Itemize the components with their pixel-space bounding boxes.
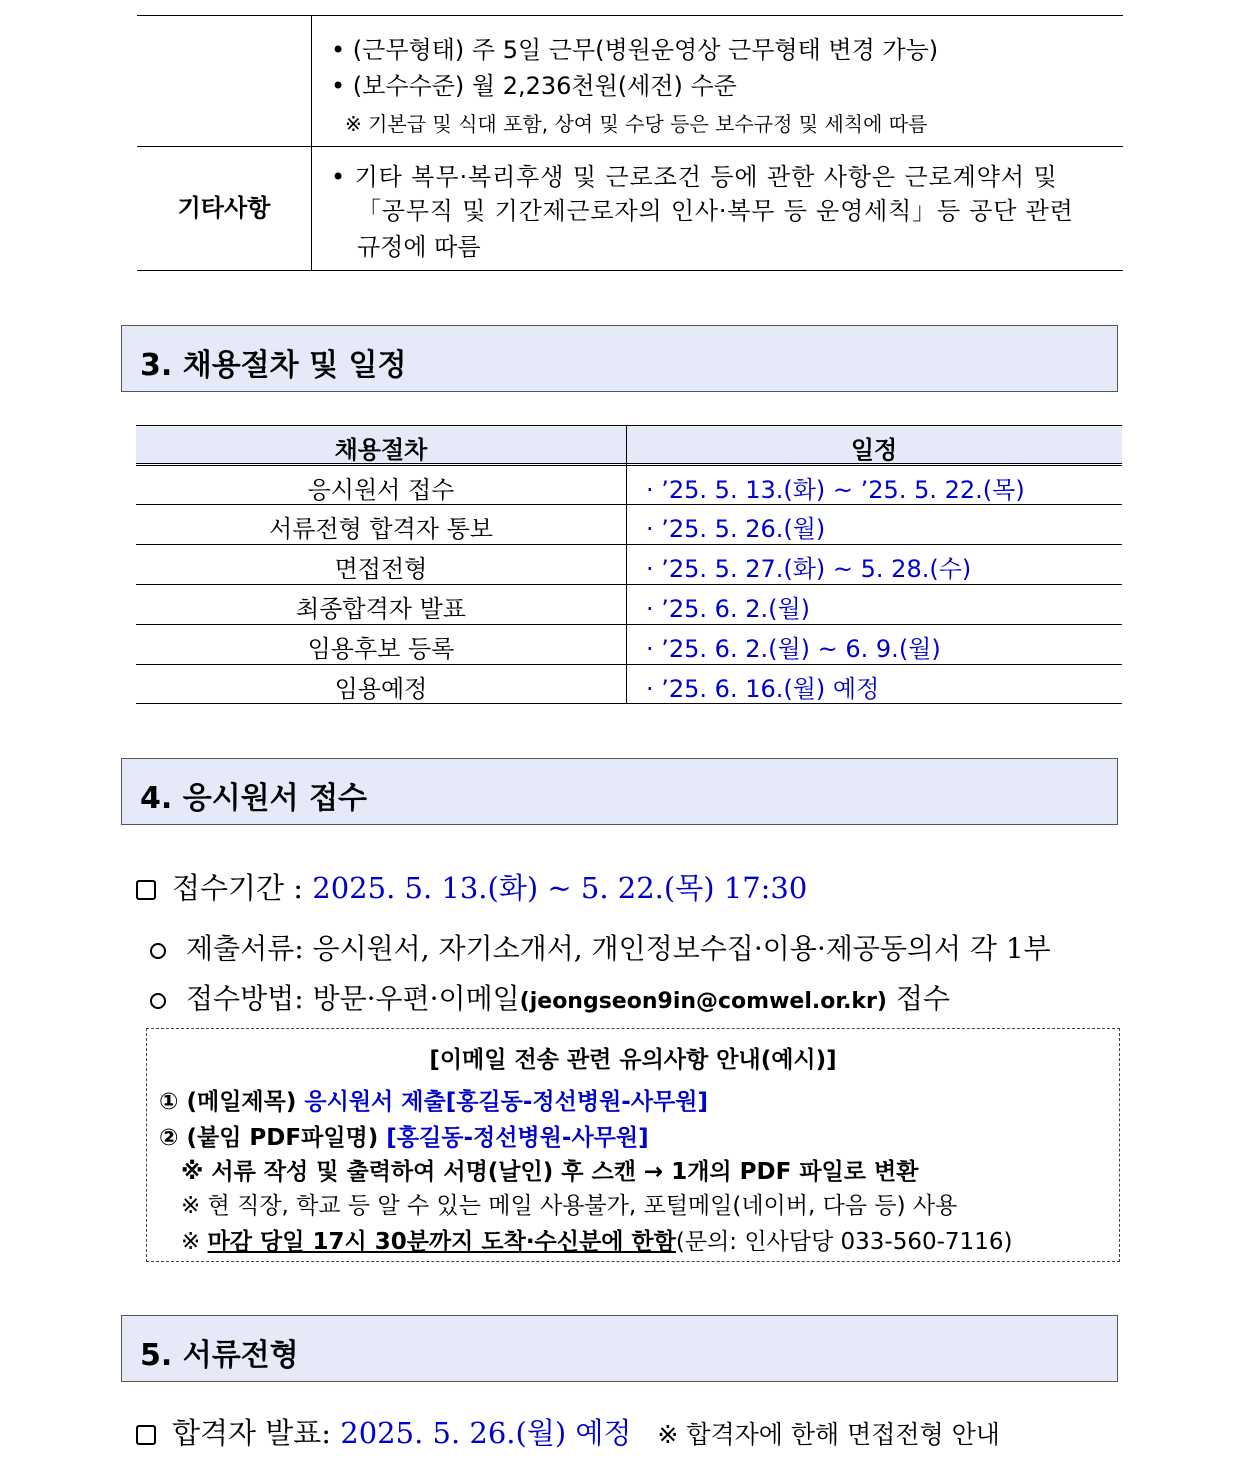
email-note-3	[181, 1223, 1012, 1256]
period-label: 접수기간 :	[172, 871, 313, 905]
table-row	[136, 665, 1122, 704]
docs-text: 제출서류: 응시원서, 자기소개서, 개인정보수집·이용·제공동의서 각 1부	[186, 932, 1051, 965]
email-item-2	[159, 1119, 649, 1152]
result-label: 합격자 발표:	[172, 1416, 341, 1450]
date-cell: · ’25. 5. 26.(월)	[646, 515, 826, 543]
step-cell: 면접전형	[334, 555, 428, 583]
table-row	[136, 466, 1122, 505]
result-value: 2025. 5. 26.(월) 예정	[340, 1416, 632, 1450]
step-cell: 임용예정	[334, 675, 428, 703]
item2-value: [홍길동-정선병원-사무원]	[386, 1125, 649, 1151]
table-row	[136, 585, 1122, 625]
item1-value: 응시원서 제출[홍길동-정선병원-사무원]	[304, 1089, 709, 1115]
section-5-header	[121, 1315, 1118, 1382]
etc-label: 기타사항	[177, 194, 271, 222]
etc-line-2: 「공무직 및 기간제근로자의 인사·복무 등 운영세칙」등 공단 관련	[357, 197, 1074, 225]
salary-line: • (보수수준) 월 2,236천원(세전) 수준	[331, 72, 737, 100]
checkbox-icon	[136, 1425, 156, 1445]
table-row	[136, 545, 1122, 585]
item2-label: ② (붙임 PDF파일명)	[159, 1125, 387, 1151]
submit-docs	[150, 927, 1051, 967]
section-4-title: 4. 응시원서 접수	[140, 781, 368, 816]
date-cell: · ’25. 5. 13.(화) ~ ’25. 5. 22.(목)	[646, 476, 1025, 504]
note3-suffix: (문의: 인사담당 033-560-7116)	[675, 1229, 1013, 1255]
circle-bullet-icon	[150, 993, 166, 1009]
item1-label: ① (메일제목)	[159, 1089, 305, 1115]
table-divider	[626, 425, 627, 704]
section-3-title: 3. 채용절차 및 일정	[140, 348, 407, 383]
section-3-header	[121, 325, 1118, 392]
section-5-title: 5. 서류전형	[140, 1338, 299, 1373]
submit-method	[150, 977, 950, 1017]
step-cell: 최종합격자 발표	[296, 595, 466, 623]
schedule-table	[136, 425, 1122, 704]
checkbox-icon	[136, 880, 156, 900]
etc-line-3: 규정에 따름	[357, 233, 481, 261]
table-divider	[137, 146, 1123, 147]
salary-note: ※ 기본급 및 식대 포함, 상여 및 수당 등은 보수규정 및 세칙에 따름	[345, 112, 928, 136]
step-cell: 서류전형 합격자 통보	[269, 515, 493, 543]
date-cell: · ’25. 6. 2.(월) ~ 6. 9.(월)	[646, 635, 941, 663]
email-item-1	[159, 1083, 708, 1116]
header-step: 채용절차	[334, 436, 428, 464]
step-cell: 임용후보 등록	[307, 635, 455, 663]
email-box-title: [이메일 전송 관련 유의사항 안내(예시)]	[429, 1047, 837, 1073]
note3-bold: 마감 당일 17시 30분까지 도착·수신분에 한함	[207, 1229, 676, 1255]
date-cell: · ’25. 5. 27.(화) ~ 5. 28.(수)	[646, 555, 972, 583]
info-table	[137, 15, 1123, 271]
result-note: ※ 합격자에 한해 면접전형 안내	[657, 1420, 1000, 1449]
header-date: 일정	[850, 436, 898, 464]
section-4-header	[121, 758, 1118, 825]
table-divider	[311, 16, 312, 270]
table-row	[136, 505, 1122, 545]
method-prefix: 접수방법: 방문·우편·이메일	[186, 982, 520, 1015]
etc-line-1: • 기타 복무·복리후생 및 근로조건 등에 관한 사항은 근로계약서 및	[331, 163, 1058, 191]
email-notice-box	[146, 1028, 1120, 1262]
email-note-1: ※ 서류 작성 및 출력하여 서명(날인) 후 스캔 → 1개의 PDF 파일로 변환	[181, 1159, 919, 1185]
table-row	[136, 625, 1122, 665]
application-period	[136, 866, 807, 907]
work-type-line: • (근무형태) 주 5일 근무(병원운영상 근무형태 변경 가능)	[331, 36, 939, 64]
email-note-2: ※ 현 직장, 학교 등 알 수 있는 메일 사용불가, 포털메일(네이버, 다음 등) 사용	[181, 1193, 958, 1219]
date-cell: · ’25. 6. 2.(월)	[646, 595, 811, 623]
date-cell: · ’25. 6. 16.(월) 예정	[646, 675, 880, 703]
method-suffix: 접수	[886, 982, 950, 1015]
note3-prefix: ※	[181, 1229, 208, 1255]
result-announcement	[136, 1411, 1000, 1452]
circle-bullet-icon	[150, 943, 166, 959]
method-email: (jeongseon9in@comwel.or.kr)	[519, 989, 887, 1014]
step-cell: 응시원서 접수	[307, 476, 455, 504]
schedule-header-row	[136, 425, 1122, 463]
period-value: 2025. 5. 13.(화) ~ 5. 22.(목) 17:30	[312, 871, 808, 905]
